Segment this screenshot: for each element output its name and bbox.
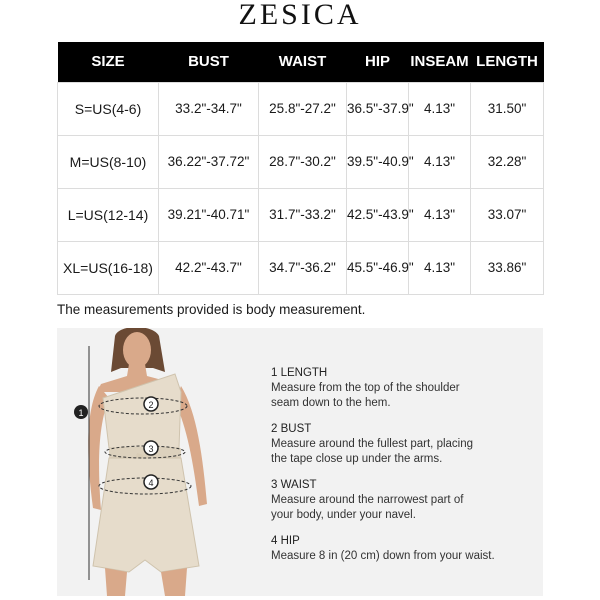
- measurement-instructions: [271, 366, 536, 575]
- guide-text: your body, under your navel.: [271, 509, 416, 521]
- header-bust: BUST: [159, 42, 259, 82]
- cell-hip: 39.5"-40.9": [347, 135, 409, 188]
- table-header-row: [58, 42, 544, 82]
- header-length: LENGTH: [471, 42, 544, 82]
- guide-item-hip: [271, 534, 536, 564]
- cell-waist: 25.8"-27.2": [259, 82, 347, 135]
- cell-bust: 39.21"-40.71": [159, 188, 259, 241]
- guide-title: 1 LENGTH: [271, 367, 328, 379]
- header-hip: HIP: [347, 42, 409, 82]
- cell-inseam: 4.13": [409, 135, 471, 188]
- cell-size: XL=US(16-18): [58, 241, 159, 294]
- cell-inseam: 4.13": [409, 188, 471, 241]
- marker-4-label: 4: [148, 478, 154, 488]
- header-size: SIZE: [58, 42, 159, 82]
- brand-logo: ZESICA: [238, 0, 362, 31]
- table-row: [58, 82, 544, 135]
- guide-title: 4 HIP: [271, 535, 300, 547]
- guide-text: Measure around the fullest part, placing: [271, 438, 474, 450]
- guide-item-waist: [271, 478, 536, 523]
- table-row: [58, 135, 544, 188]
- model-legs: [105, 568, 187, 596]
- cell-hip: 45.5"-46.9": [347, 241, 409, 294]
- marker-3-label: 3: [148, 444, 154, 454]
- guide-text: Measure around the narrowest part of: [271, 494, 464, 506]
- guide-text: seam down to the hem.: [271, 397, 391, 409]
- model-face: [123, 332, 151, 368]
- cell-length: 32.28": [471, 135, 544, 188]
- cell-bust: 33.2"-34.7": [159, 82, 259, 135]
- romper-shorts: [93, 458, 199, 572]
- table-row: [58, 188, 544, 241]
- cell-hip: 36.5"-37.9": [347, 82, 409, 135]
- guide-title: 3 WAIST: [271, 479, 317, 491]
- cell-size: M=US(8-10): [58, 135, 159, 188]
- marker-2-label: 2: [148, 400, 154, 410]
- model-illustration: [57, 328, 257, 596]
- cell-length: 33.86": [471, 241, 544, 294]
- cell-length: 31.50": [471, 82, 544, 135]
- header-inseam: INSEAM: [409, 42, 471, 82]
- size-chart-table: [57, 42, 544, 295]
- measurement-guide-panel: [57, 328, 543, 596]
- cell-waist: 31.7"-33.2": [259, 188, 347, 241]
- header-waist: WAIST: [259, 42, 347, 82]
- measurement-note: The measurements provided is body measurement.: [57, 302, 366, 317]
- cell-bust: 42.2"-43.7": [159, 241, 259, 294]
- cell-hip: 42.5"-43.9": [347, 188, 409, 241]
- cell-inseam: 4.13": [409, 241, 471, 294]
- guide-item-length: [271, 366, 536, 411]
- cell-bust: 36.22"-37.72": [159, 135, 259, 188]
- cell-inseam: 4.13": [409, 82, 471, 135]
- guide-text: Measure from the top of the shoulder: [271, 382, 460, 394]
- cell-waist: 28.7"-30.2": [259, 135, 347, 188]
- cell-size: S=US(4-6): [58, 82, 159, 135]
- guide-text: Measure 8 in (20 cm) down from your waist.: [271, 550, 495, 562]
- cell-size: L=US(12-14): [58, 188, 159, 241]
- cell-length: 33.07": [471, 188, 544, 241]
- cell-waist: 34.7"-36.2": [259, 241, 347, 294]
- guide-text: the tape close up under the arms.: [271, 453, 443, 465]
- guide-item-bust: [271, 422, 536, 467]
- table-row: [58, 241, 544, 294]
- marker-1-label: 1: [78, 408, 84, 418]
- guide-title: 2 BUST: [271, 423, 312, 435]
